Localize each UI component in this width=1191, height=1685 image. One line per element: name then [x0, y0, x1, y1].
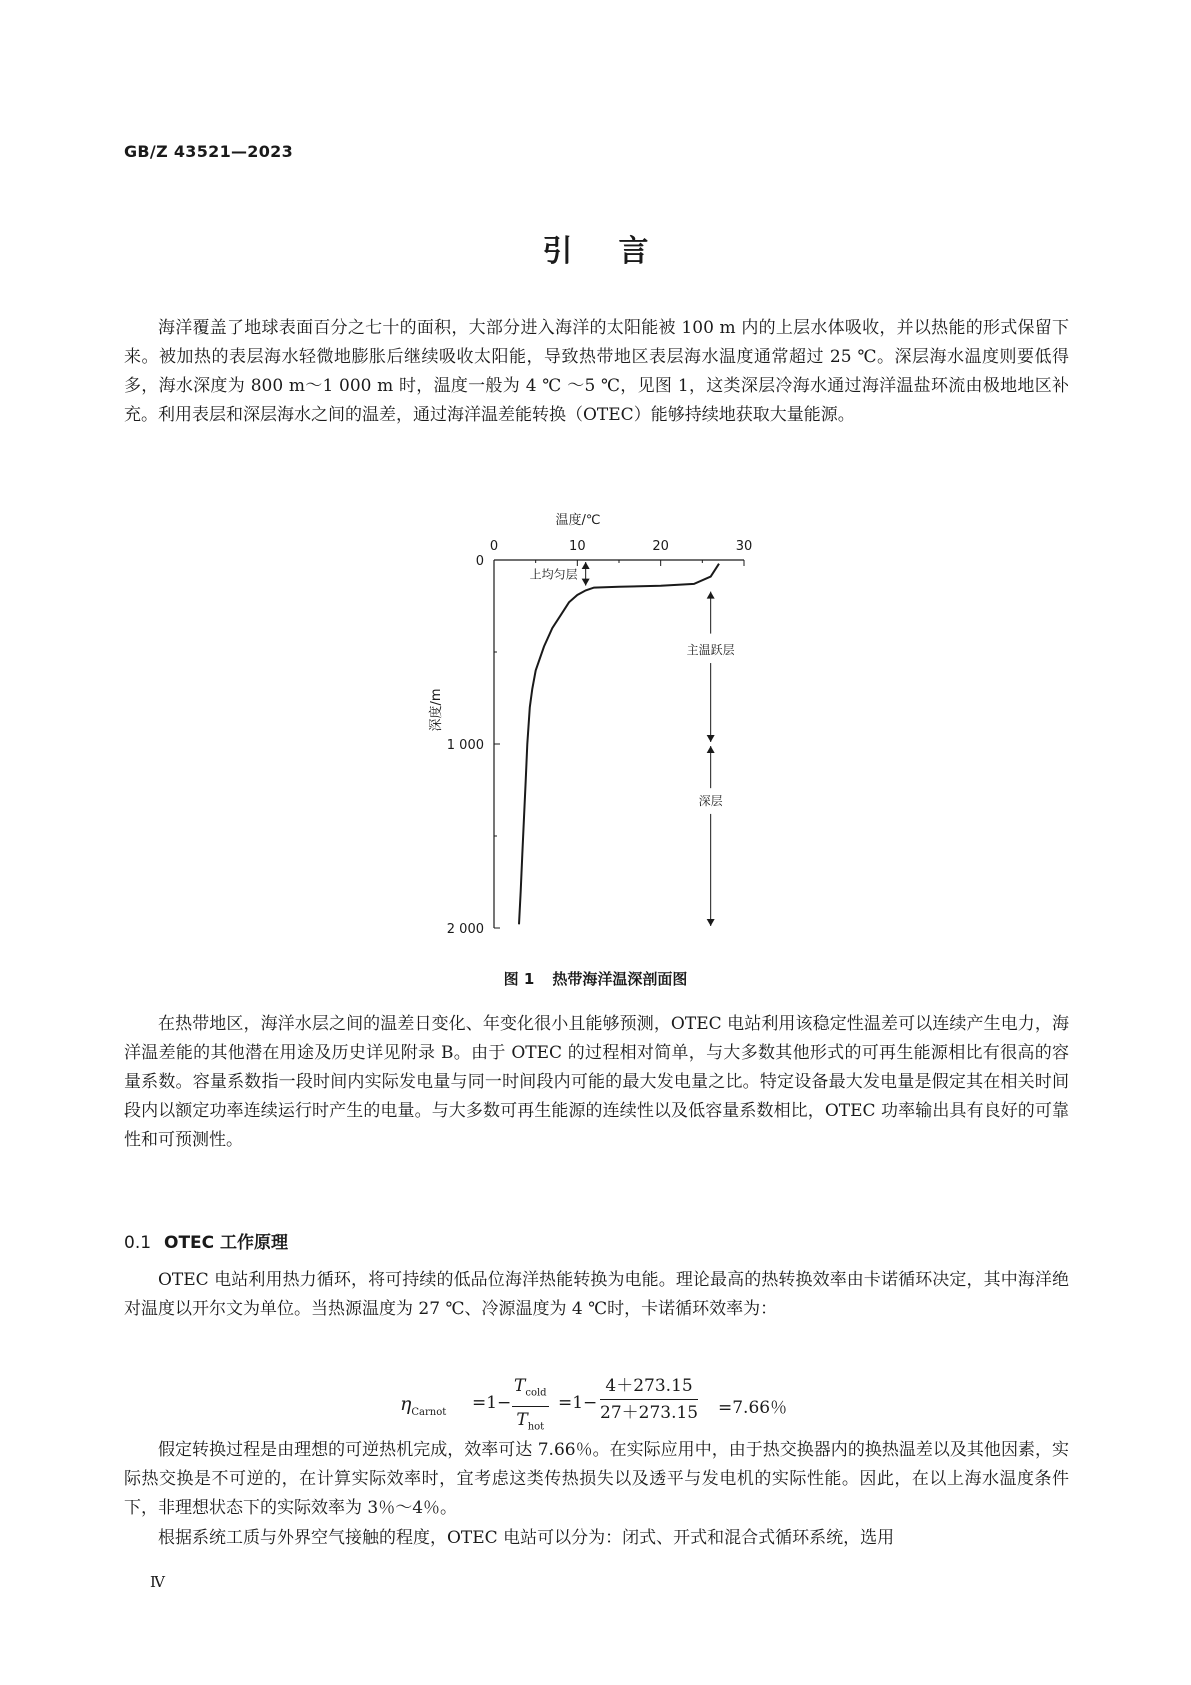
section-number: 0.1: [124, 1233, 152, 1253]
temperature-profile-line: [519, 564, 719, 925]
y-tick-label: 1 000: [446, 738, 484, 753]
formula-eq1: =1−: [472, 1393, 512, 1413]
formula-result: =7.66％: [718, 1398, 788, 1418]
y-tick-group: [447, 554, 500, 937]
mixed-layer-label: 上均匀层: [529, 567, 578, 582]
section-heading: [124, 1228, 288, 1253]
carnot-formula: [400, 1373, 820, 1433]
formula-eq2: =1−: [558, 1393, 598, 1413]
deep-layer-label: 深层: [698, 794, 723, 809]
standard-number: GB/Z 43521—2023: [124, 142, 294, 161]
x-tick-label: 20: [652, 539, 669, 554]
section-paragraph-3: 根据系统工质与外界空气接触的程度，OTEC 电站可以分为：闭式、开式和混合式循环系统，选用: [158, 1528, 895, 1548]
intro-paragraph-2: 在热带地区，海洋水层之间的温差日变化、年变化很小且能够预测，OTEC 电站利用该稳定性温差可以连续产生电力，海洋温差能的其他潜在用途及历史详见附录 B。由于 OTEC 的过程相对简单，与大多数其他形式的可再生能源相比有很高的容量系数。容量系数指一段时间内实际发电量与同一时间段内可能的最大发电量之比。特定设备最大发电量是假定其在相关时间段内以额定功率连续运行时产生的电量。与大多数可再生能源的连续性以及低容量系数相比，OTEC 功率输出具有良好的可靠性和可预测性。: [124, 1014, 1069, 1150]
section-paragraph-2: 假定转换过程是由理想的可逆热机完成，效率可达 7.66％。在实际应用中，由于热交换器内的换热温差以及其他因素，实际热交换是不可逆的，在计算实际效率时，宜考虑这类传热损失以及透平与发电机的实际性能。因此，在以上海水温度条件下，非理想状态下的实际效率为 3％～4％。: [124, 1440, 1069, 1518]
eta-symbol: $\eta_{Carnot}$: [400, 1393, 447, 1418]
section-title: OTEC 工作原理: [164, 1233, 289, 1253]
chart-xlabel: 温度/℃: [555, 513, 601, 528]
page-number: Ⅳ: [150, 1573, 165, 1591]
y-tick-label: 2 000: [446, 922, 484, 937]
mixed-layer-arrow-head-down: [582, 579, 590, 586]
x-tick-group: [490, 539, 752, 566]
deep-layer-arrow-head-up: [707, 746, 715, 753]
figure-label: 图 1: [503, 970, 535, 988]
page-title: 引言: [542, 234, 695, 269]
mixed-layer-arrow-head-up: [582, 562, 590, 569]
deep-layer-arrow-head-down: [707, 919, 715, 926]
intro-paragraph-1: 海洋覆盖了地球表面百分之七十的面积，大部分进入海洋的太阳能被 100 m 内的上层水体吸收，并以热能的形式保留下来。被加热的表层海水轻微地膨胀后继续吸收太阳能，导致热带地区表层海水温度通常超过 25 ℃。深层海水温度则要低得多，海水深度为 800 m～1 000 m 时，温度一般为 4 ℃ ～5 ℃，见图 1，这类深层冷海水通过海洋温盐环流由极地地区补充。利用表层和深层海水之间的温差，通过海洋温差能转换（OTEC）能够持续地获取大量能源。: [124, 318, 1069, 425]
figure-caption: [0, 968, 1191, 989]
figure-caption-text: 热带海洋温深剖面图: [552, 970, 688, 988]
thermocline-label: 主温跃层: [686, 643, 735, 658]
section-paragraph-1: OTEC 电站利用热力循环，将可持续的低品位海洋热能转换为电能。理论最高的热转换效率由卡诺循环决定，其中海洋绝对温度以开尔文为单位。当热源温度为 27 ℃、冷源温度为 4 ℃时，卡诺循环效率为：: [124, 1270, 1069, 1319]
x-tick-label: 10: [569, 539, 586, 554]
chart-ylabel: 深度/m: [429, 688, 444, 732]
thermocline-arrow-head-down: [707, 735, 715, 742]
temperature-ratio-fraction: $T_{cold}$ $T_{hot}$: [512, 1373, 549, 1441]
numeric-fraction: $\frac{4+273.15}{27+273.15}$: [600, 1373, 698, 1426]
y-tick-label: 0: [475, 554, 484, 569]
x-tick-label: 30: [735, 539, 753, 554]
x-tick-label: 0: [489, 539, 499, 554]
thermocline-arrow-head-up: [707, 592, 715, 599]
